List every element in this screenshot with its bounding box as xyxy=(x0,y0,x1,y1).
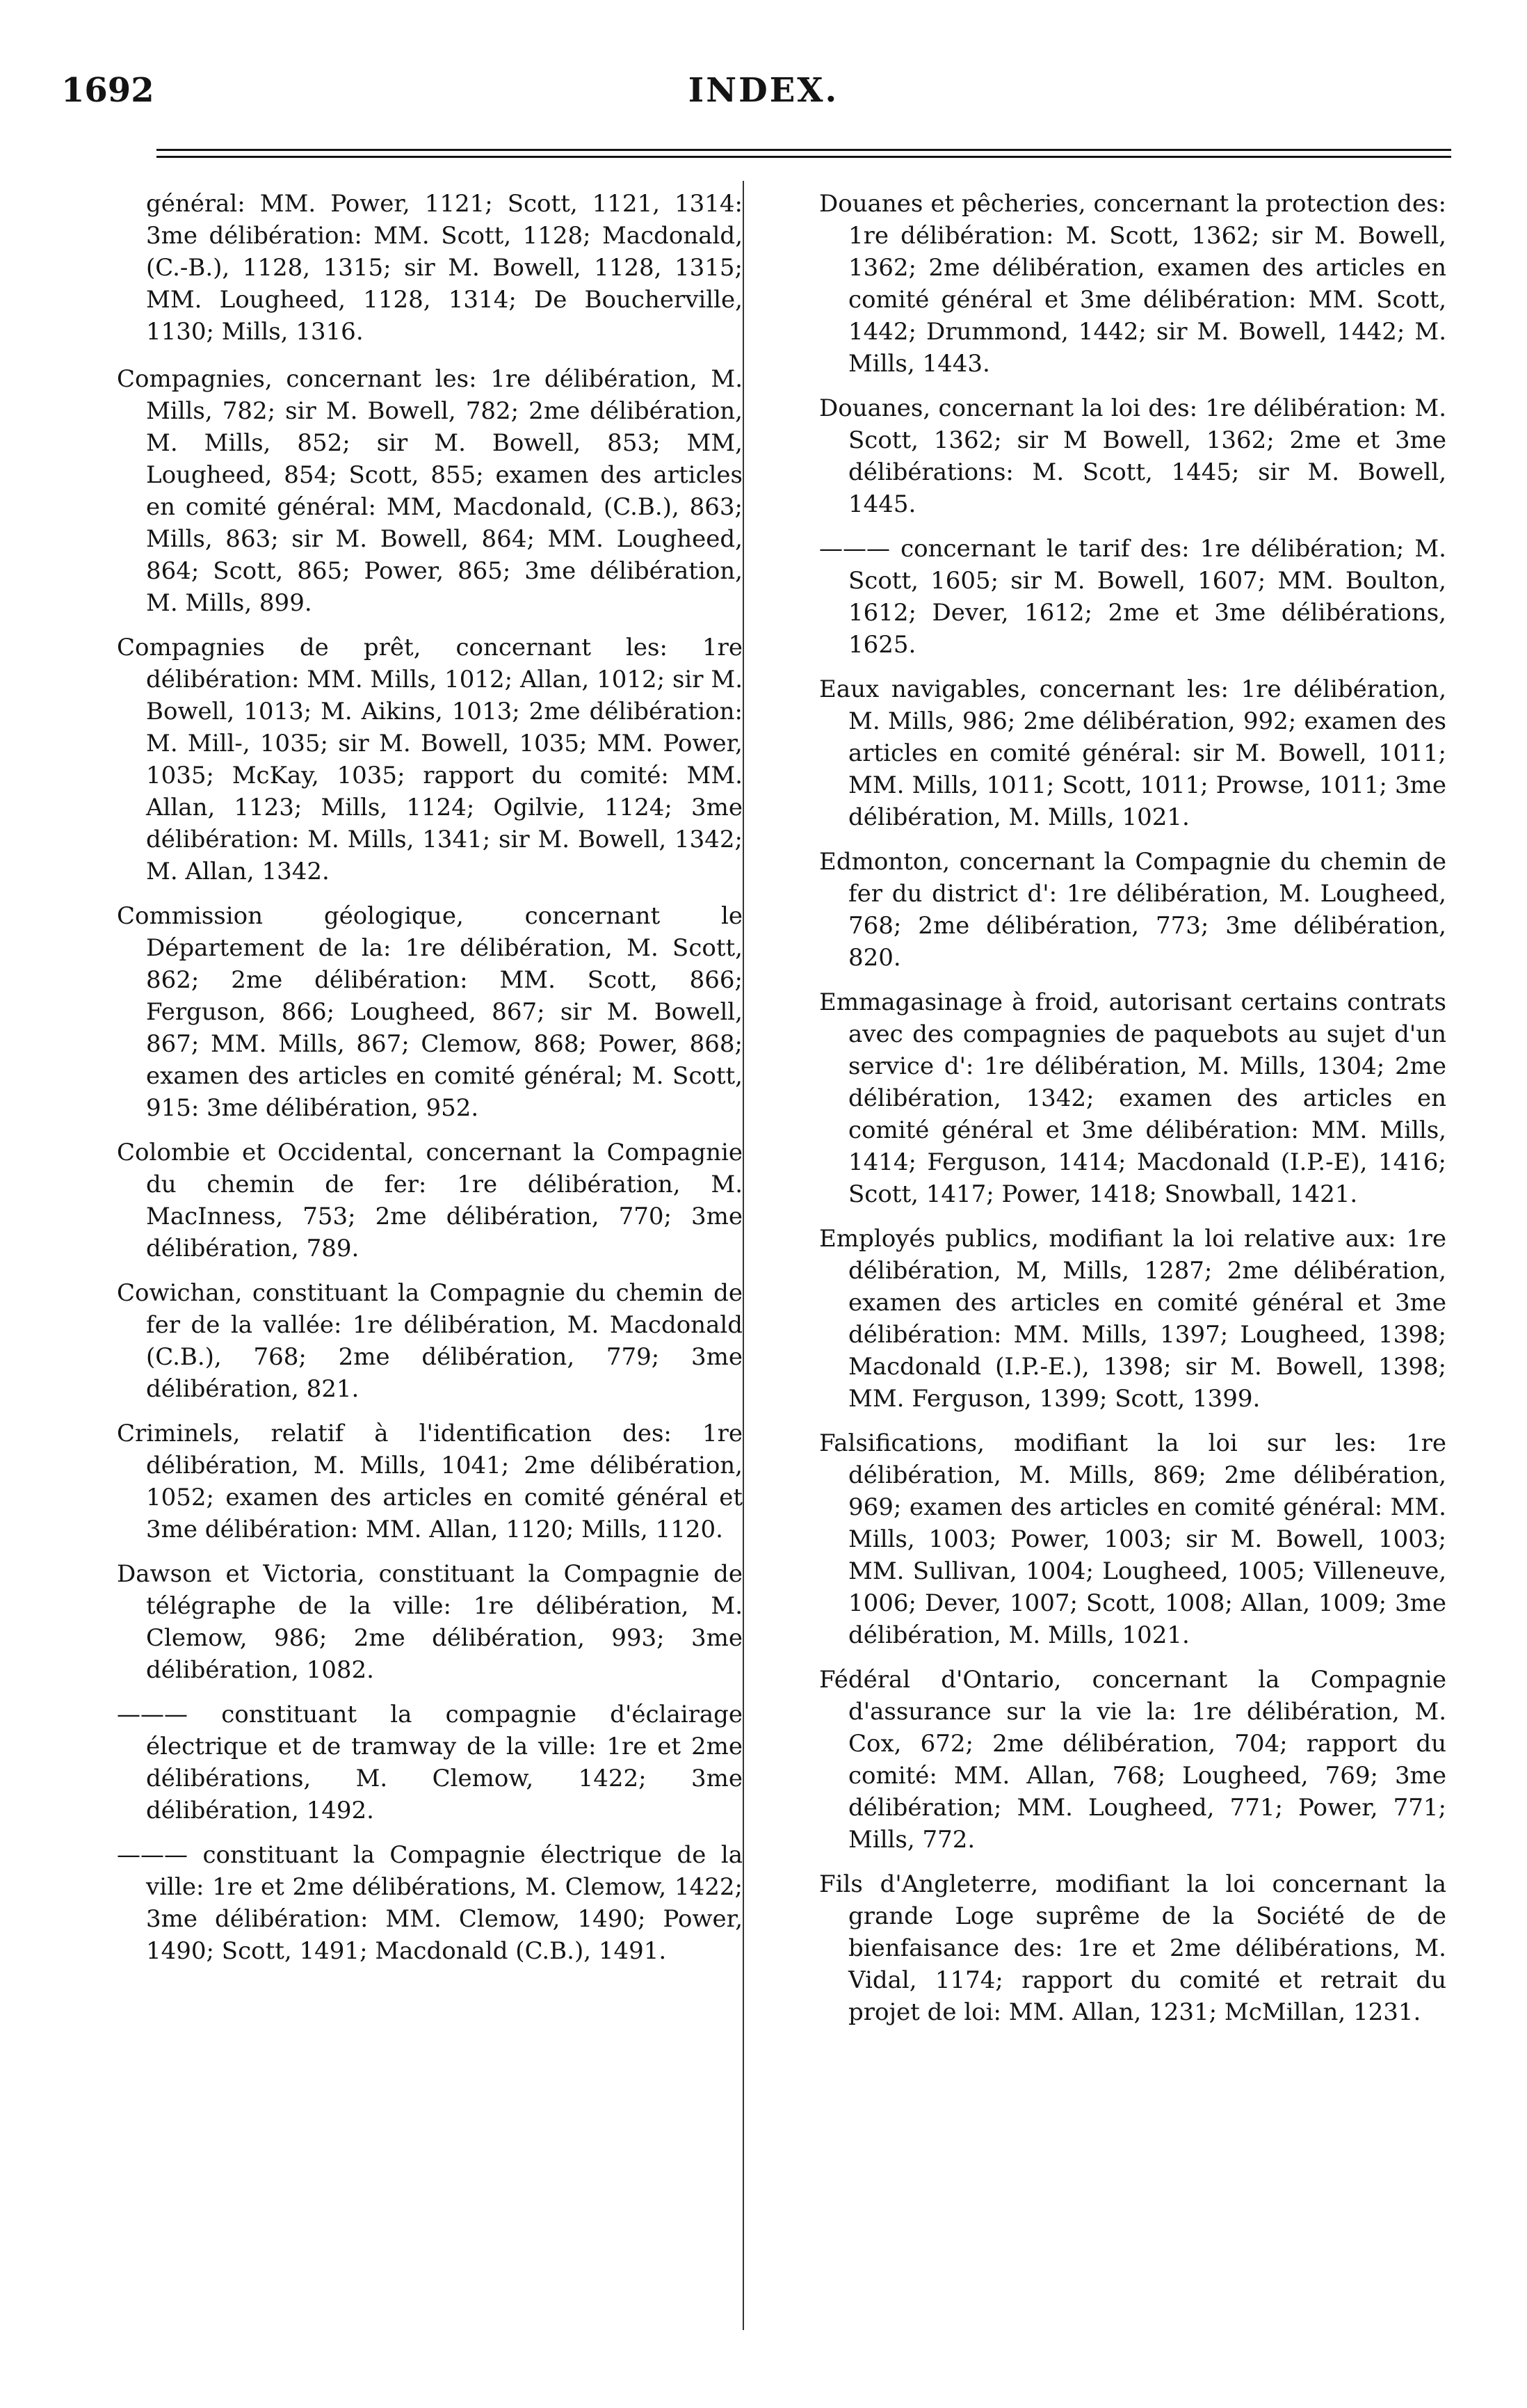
index-entry: Commission géologique, concernant le Département de la: 1re délibération, M. Scott, 862; 2me délibération: MM. Scott, 866; Ferguson, 866; Lougheed, 867; sir M. Bowell, 867; MM. Mills, 867; Clemow, 868; Power, 868; examen des articles en comité général; M. Scott, 915: 3me délibération, 952. xyxy=(117,902,743,1122)
column-divider xyxy=(743,181,744,2330)
index-entry: Eaux navigables, concernant les: 1re délibération, M. Mills, 986; 2me délibération, 992; examen des articles en comité général: sir M. Bowell, 1011; MM. Mills, 1011; Scott, 1011; Prowse, 1011; 3me délibération, M. Mills, 1021. xyxy=(819,675,1446,831)
index-entry: Compagnies de prêt, concernant les: 1re délibération: MM. Mills, 1012; Allan, 1012; sir M. Bowell, 1013; M. Aikins, 1013; 2me délibération: M. Mill-, 1035; sir M. Bowell, 1035; MM. Power, 1035; McKay, 1035; rapport du comité: MM. Allan, 1123; Mills, 1124; Ogilvie, 1124; 3me délibération: M. Mills, 1341; sir M. Bowell, 1342; M. Allan, 1342. xyxy=(117,634,743,885)
index-entry: Colombie et Occidental, concernant la Compagnie du chemin de fer: 1re délibération, M. MacInness, 753; 2me délibération, 770; 3me délibération, 789. xyxy=(117,1139,743,1262)
index-entry: Emmagasinage à froid, autorisant certains contrats avec des compagnies de paquebots au sujet d'un service d': 1re délibération, M. Mills, 1304; 2me délibération, 1342; examen des articles en comité général et 3me délibération: MM. Mills, 1414; Ferguson, 1414; Macdonald (I.P.-E), 1416; Scott, 1417; Power, 1418; Snowball, 1421. xyxy=(819,988,1446,1208)
index-subentry: ——— constituant la Compagnie électrique de la ville: 1re et 2me délibérations, M. Clemow, 1422; 3me délibération: MM. Clemow, 1490; Power, 1490; Scott, 1491; Macdonald (C.B.), 1491. xyxy=(117,1841,743,1965)
index-subentry: ——— concernant le tarif des: 1re délibération; M. Scott, 1605; sir M. Bowell, 1607; MM. Boulton, 1612; Dever, 1612; 2me et 3me délibérations, 1625. xyxy=(819,535,1446,659)
index-entry: Falsifications, modifiant la loi sur les: 1re délibération, M. Mills, 869; 2me délibération, 969; examen des articles en comité général: MM. Mills, 1003; Power, 1003; sir M. Bowell, 1003; MM. Sullivan, 1004; Lougheed, 1005; Villeneuve, 1006; Dever, 1007; Scott, 1008; Allan, 1009; 3me délibération, M. Mills, 1021. xyxy=(819,1429,1446,1649)
right-column xyxy=(819,188,1446,2041)
index-entry-continued: général: MM. Power, 1121; Scott, 1121, 1314: 3me délibération: MM. Scott, 1128; Macdonald, (C.-B.), 1128, 1315; sir M. Bowell, 1128, 1315; MM. Lougheed, 1128, 1314; De Boucherville, 1130; Mills, 1316. xyxy=(146,190,743,346)
index-entry: Dawson et Victoria, constituant la Compagnie de télégraphe de la ville: 1re délibération, M. Clemow, 986; 2me délibération, 993; 3me délibération, 1082. xyxy=(117,1560,743,1684)
index-entry: Criminels, relatif à l'identification des: 1re délibération, M. Mills, 1041; 2me délibération, 1052; examen des articles en comité général et 3me délibération: MM. Allan, 1120; Mills, 1120. xyxy=(117,1420,743,1543)
header-rule-bottom xyxy=(156,156,1451,158)
left-column xyxy=(117,188,743,1980)
index-entry: Fils d'Angleterre, modifiant la loi concernant la grande Loge suprême de la Société de de bienfaisance des: 1re et 2me délibérations, M. Vidal, 1174; rapport du comité et retrait du projet de loi: MM. Allan, 1231; McMillan, 1231. xyxy=(819,1870,1446,2026)
index-entry: Douanes et pêcheries, concernant la protection des: 1re délibération: M. Scott, 1362; sir M. Bowell, 1362; 2me délibération, examen des articles en comité général et 3me délibération: MM. Scott, 1442; Drummond, 1442; sir M. Bowell, 1442; M. Mills, 1443. xyxy=(819,190,1446,378)
index-entry: Employés publics, modifiant la loi relative aux: 1re délibération, M, Mills, 1287; 2me délibération, examen des articles en comité général et 3me délibération: MM. Mills, 1397; Lougheed, 1398; Macdonald (I.P.-E.), 1398; sir M. Bowell, 1398; MM. Ferguson, 1399; Scott, 1399. xyxy=(819,1225,1446,1413)
index-entry: Douanes, concernant la loi des: 1re délibération: M. Scott, 1362; sir M Bowell, 1362; 2me et 3me délibérations: M. Scott, 1445; sir M. Bowell, 1445. xyxy=(819,394,1446,518)
index-entry: Edmonton, concernant la Compagnie du chemin de fer du district d': 1re délibération, M. Lougheed, 768; 2me délibération, 773; 3me délibération, 820. xyxy=(819,848,1446,972)
index-entry: Cowichan, constituant la Compagnie du chemin de fer de la vallée: 1re délibération, M. Macdonald (C.B.), 768; 2me délibération, 779; 3me délibération, 821. xyxy=(117,1279,743,1403)
page-header xyxy=(0,0,1527,139)
page-number: 1692 xyxy=(61,71,154,110)
page-title: INDEX. xyxy=(688,71,839,110)
index-entry: Fédéral d'Ontario, concernant la Compagnie d'assurance sur la vie la: 1re délibération, M. Cox, 672; 2me délibération, 704; rapport du comité: MM. Allan, 768; Lougheed, 769; 3me délibération; MM. Lougheed, 771; Power, 771; Mills, 772. xyxy=(819,1666,1446,1854)
index-entry: Compagnies, concernant les: 1re délibération, M. Mills, 782; sir M. Bowell, 782; 2me délibération, M. Mills, 852; sir M. Bowell, 853; MM, Lougheed, 854; Scott, 855; examen des articles en comité général: MM, Macdonald, (C.B.), 863; Mills, 863; sir M. Bowell, 864; MM. Lougheed, 864; Scott, 865; Power, 865; 3me délibération, M. Mills, 899. xyxy=(117,365,743,617)
header-rule-top xyxy=(156,149,1451,151)
index-subentry: ——— constituant la compagnie d'éclairage électrique et de tramway de la ville: 1re et 2me délibérations, M. Clemow, 1422; 3me délibération, 1492. xyxy=(117,1701,743,1824)
